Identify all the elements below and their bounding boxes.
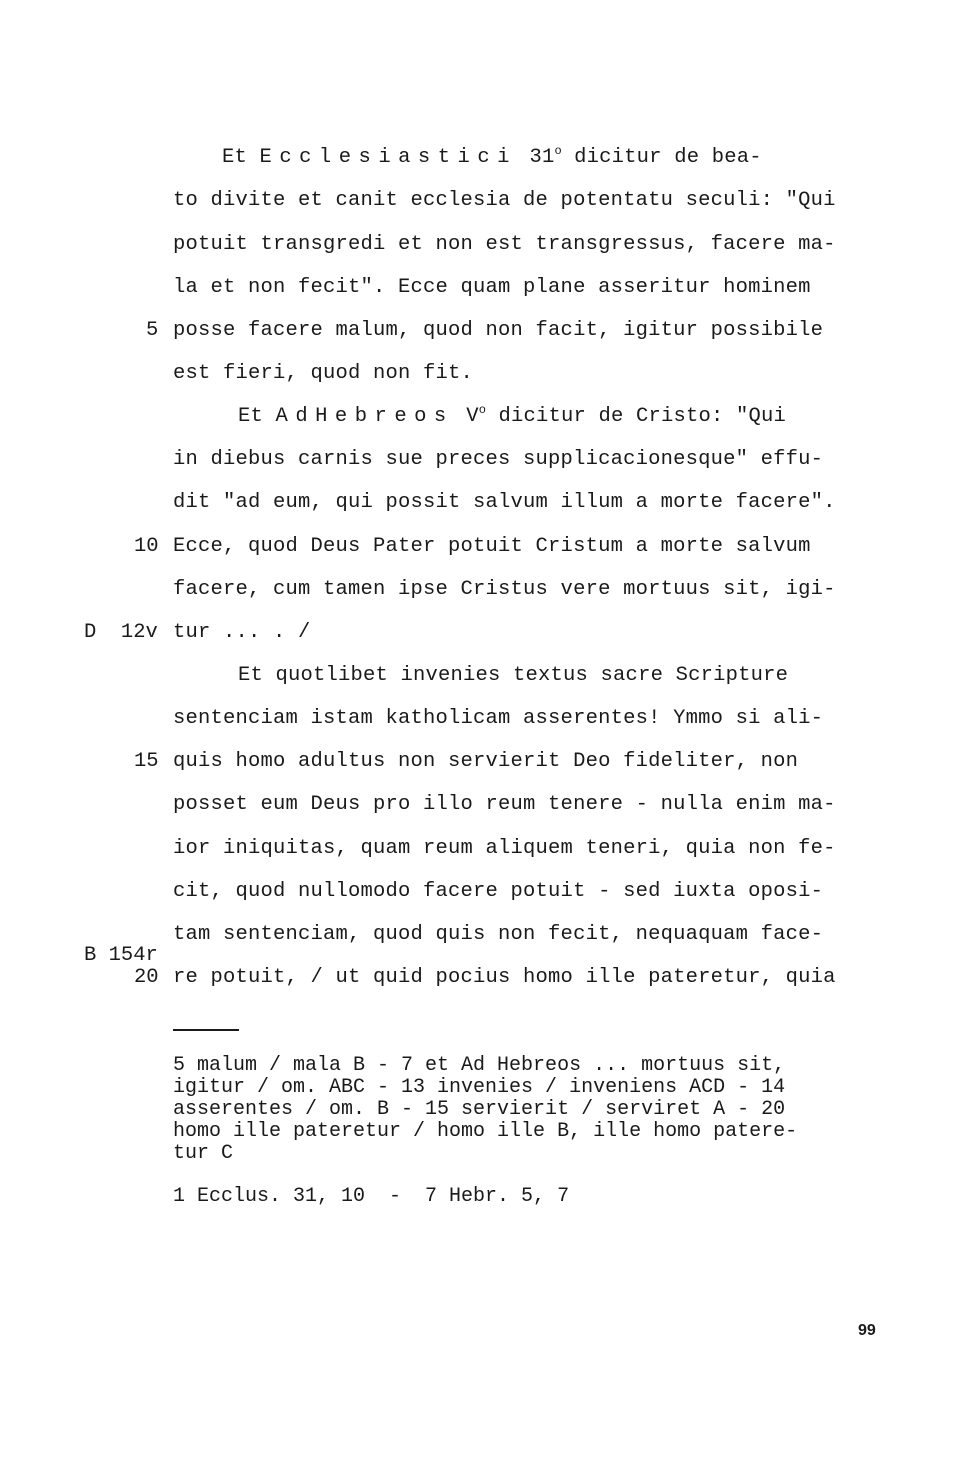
- apparatus-line-1: 5 malum / mala B - 7 et Ad Hebreos ... mortuus sit,: [173, 1054, 786, 1077]
- text-line-13: Et quotlibet invenies textus sacre Scripture: [238, 664, 789, 687]
- text-segment: Et: [222, 146, 260, 169]
- text-line-10: Ecce, quod Deus Pater potuit Cristum a morte salvum: [173, 535, 811, 558]
- margin-line-number-10: 10: [134, 535, 159, 558]
- apparatus-line-5: tur C: [173, 1142, 234, 1165]
- apparatus-line-4: homo ille pateretur / homo ille B, ille homo patere-: [173, 1120, 798, 1143]
- text-line-17: ior iniquitas, quam reum aliquem teneri, quia non fe-: [173, 837, 836, 860]
- footnote-rule: [173, 1029, 239, 1031]
- superscript: o: [554, 144, 562, 158]
- text-line-8: in diebus carnis sue preces supplicacionesque" effu-: [173, 448, 824, 471]
- text-line-9: dit "ad eum, qui possit salvum illum a morte facere".: [173, 491, 836, 514]
- margin-line-number-5: 5: [146, 319, 159, 342]
- text-segment: Et: [238, 405, 276, 428]
- text-segment: dicitur de bea-: [561, 146, 762, 169]
- text-line-2: to divite et canit ecclesia de potentatu seculi: "Qui: [173, 189, 836, 212]
- spaced-book-title: Ecclesiastici: [259, 146, 517, 169]
- apparatus-line-2: igitur / om. ABC - 13 invenies / inveniens ACD - 14: [173, 1076, 786, 1099]
- text-line-11: facere, cum tamen ipse Cristus vere mortuus sit, igi-: [173, 578, 836, 601]
- text-line-4: la et non fecit". Ecce quam plane asseritur hominem: [173, 276, 811, 299]
- spaced-book-title: AdHebreos: [275, 405, 454, 428]
- text-segment: V: [453, 405, 479, 428]
- text-line-14: sentenciam istam katholicam asserentes! Ymmo si ali-: [173, 707, 824, 730]
- margin-folio-ref-d12v: D 12v: [84, 621, 158, 644]
- text-line-16: posset eum Deus pro illo reum tenere - nulla enim ma-: [173, 793, 836, 816]
- text-line-1: [222, 146, 762, 171]
- text-line-12: tur ... . /: [173, 621, 311, 644]
- text-segment: 31: [516, 146, 555, 169]
- source-references: 1 Ecclus. 31, 10 - 7 Hebr. 5, 7: [173, 1185, 570, 1208]
- text-line-7: [238, 405, 786, 430]
- margin-folio-ref-b154r: B 154r: [84, 944, 158, 967]
- text-line-15: quis homo adultus non servierit Deo fideliter, non: [173, 750, 799, 773]
- text-segment: dicitur de Cristo: "Qui: [485, 405, 787, 428]
- apparatus-line-3: asserentes / om. B - 15 servierit / serviret A - 20: [173, 1098, 786, 1121]
- text-line-19: tam sentenciam, quod quis non fecit, nequaquam face-: [173, 923, 824, 946]
- text-line-18: cit, quod nullomodo facere potuit - sed iuxta oposi-: [173, 880, 824, 903]
- text-line-6: est fieri, quod non fit.: [173, 362, 474, 385]
- margin-line-number-20: 20: [134, 966, 159, 989]
- text-line-3: potuit transgredi et non est transgressus, facere ma-: [173, 233, 836, 256]
- margin-line-number-15: 15: [134, 750, 159, 773]
- text-line-5: posse facere malum, quod non facit, igitur possibile: [173, 319, 824, 342]
- text-line-20: re potuit, / ut quid pocius homo ille pateretur, quia: [173, 966, 836, 989]
- superscript: o: [478, 403, 486, 417]
- page-number: 99: [858, 1322, 876, 1339]
